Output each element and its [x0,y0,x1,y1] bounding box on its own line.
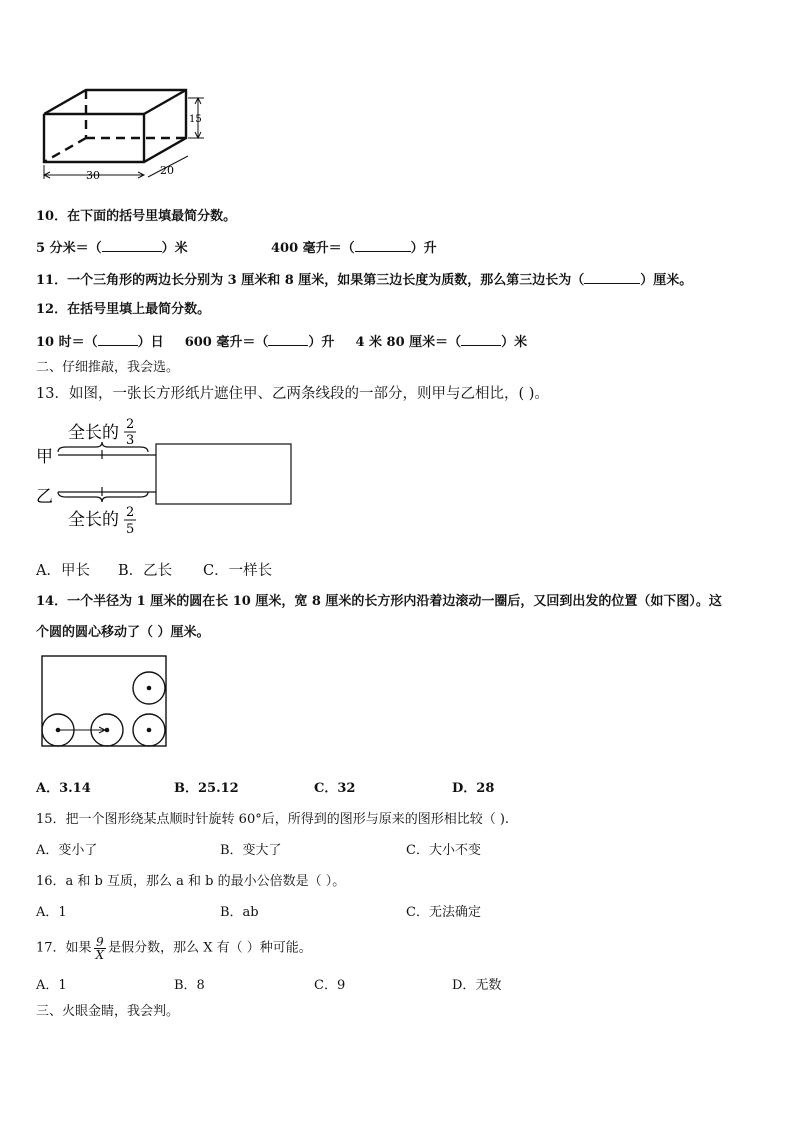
q14-option-c[interactable]: C．32 [314,781,356,796]
q15-stem: 15．把一个图形绕某点顺时针旋转 60°后，所得到的图形与原来的图形相比较（ ). [36,812,510,827]
q14-stem-line2: 个圆的圆心移动了（ ）厘米。 [36,625,210,640]
q10-a-suffix: ）米 [161,241,188,256]
q16-option-b[interactable]: B．ab [220,905,259,920]
q13-label-jia: 甲 [36,447,53,467]
q11-blank[interactable] [584,271,640,284]
section-3-heading: 三、火眼金睛，我会判。 [36,1004,180,1019]
q13-bottom-text: 全长的 [68,510,119,530]
q17-option-d[interactable]: D．无数 [452,978,502,993]
q17-suffix: 是假分数，那么 X 有（ ）种可能。 [108,940,312,956]
q10-b-prefix: 400 毫升＝（ [271,241,355,256]
q11-prefix: 11．一个三角形的两边长分别为 3 厘米和 8 厘米，如果第三边长度为质数，那么第三边长为（ [36,273,585,288]
q13-top-den: 3 [126,433,135,448]
q12-a-prefix: 10 时＝（ [36,335,98,350]
q16-option-c[interactable]: C．无法确定 [406,905,481,920]
q16-stem: 16．a 和 b 互质，那么 a 和 b 的最小公倍数是（ ）。 [36,874,346,889]
q13-top-text: 全长的 [68,423,119,443]
q14-stem-line1: 14．一个半径为 1 厘米的圆在长 10 厘米，宽 8 厘米的长方形内沿着边滚动一圈后，又回到出发的位置（如下图）。这 [36,594,722,609]
q13-figure [36,412,298,540]
q14-option-d[interactable]: D．28 [452,781,495,796]
q12-c-blank[interactable] [461,333,501,346]
q13-option-a[interactable]: A．甲长 [36,563,90,579]
q13-cover-rectangle [156,444,291,504]
q12-c-prefix: 4 米 80 厘米＝（ [355,335,462,350]
q13-option-c[interactable]: C．一样长 [203,563,273,579]
q17-fraction [94,936,107,961]
q12-b-prefix: 600 毫升＝（ [184,335,269,350]
q13-option-b[interactable]: B．乙长 [118,563,173,579]
q11-suffix: ）厘米。 [640,273,693,288]
q10-b-blank[interactable] [355,239,411,252]
q12-a-suffix: ）日 [137,335,164,350]
q15-option-a[interactable]: A．变小了 [36,843,98,858]
q13-top-num: 2 [126,417,135,432]
dim-length-label: 30 [86,169,100,182]
q14-option-a[interactable]: A．3.14 [36,781,91,796]
q10-part-a [36,239,188,257]
q12-parts [36,333,527,351]
q15-option-c[interactable]: C．大小不变 [406,843,481,858]
q17-option-c[interactable]: C．9 [314,978,346,993]
q15-option-b[interactable]: B．变大了 [220,843,282,858]
q10-b-suffix: ）升 [410,241,437,256]
q13-label-yi: 乙 [36,487,53,507]
q12-stem: 12．在括号里填上最简分数。 [36,302,211,317]
q10-a-prefix: 5 分米＝（ [36,241,102,256]
q16-option-a[interactable]: A．1 [36,905,67,920]
q17-prefix: 17．如果 [36,940,92,956]
q17-frac-den: X [95,948,105,962]
q10-a-blank[interactable] [102,239,162,252]
q17-stem [36,936,312,961]
q13-bottom-num: 2 [126,505,135,520]
q17-option-a[interactable]: A．1 [36,978,67,993]
q17-frac-num: 9 [94,936,107,949]
q17-option-b[interactable]: B．8 [174,978,205,993]
q14-option-b[interactable]: B．25.12 [174,781,239,796]
q12-c-suffix: ）米 [501,335,528,350]
q11-stem [36,271,692,289]
dim-height-label: 15 [189,114,202,125]
q12-b-suffix: ）升 [308,335,335,350]
section-2-heading: 二、仔细推敲，我会选。 [36,360,180,375]
q13-bottom-den: 5 [126,522,135,537]
q10-stem: 10．在下面的括号里填最简分数。 [36,209,237,224]
q13-stem: 13．如图，一张长方形纸片遮住甲、乙两条线段的一部分，则甲与乙相比，( )。 [36,386,549,402]
q10-part-b [271,239,437,257]
dim-width-label: 20 [160,164,174,177]
q12-a-blank[interactable] [98,333,138,346]
cuboid-figure [38,86,218,186]
q14-figure [40,654,170,749]
q14-rectangle [42,656,166,746]
q12-b-blank[interactable] [268,333,308,346]
